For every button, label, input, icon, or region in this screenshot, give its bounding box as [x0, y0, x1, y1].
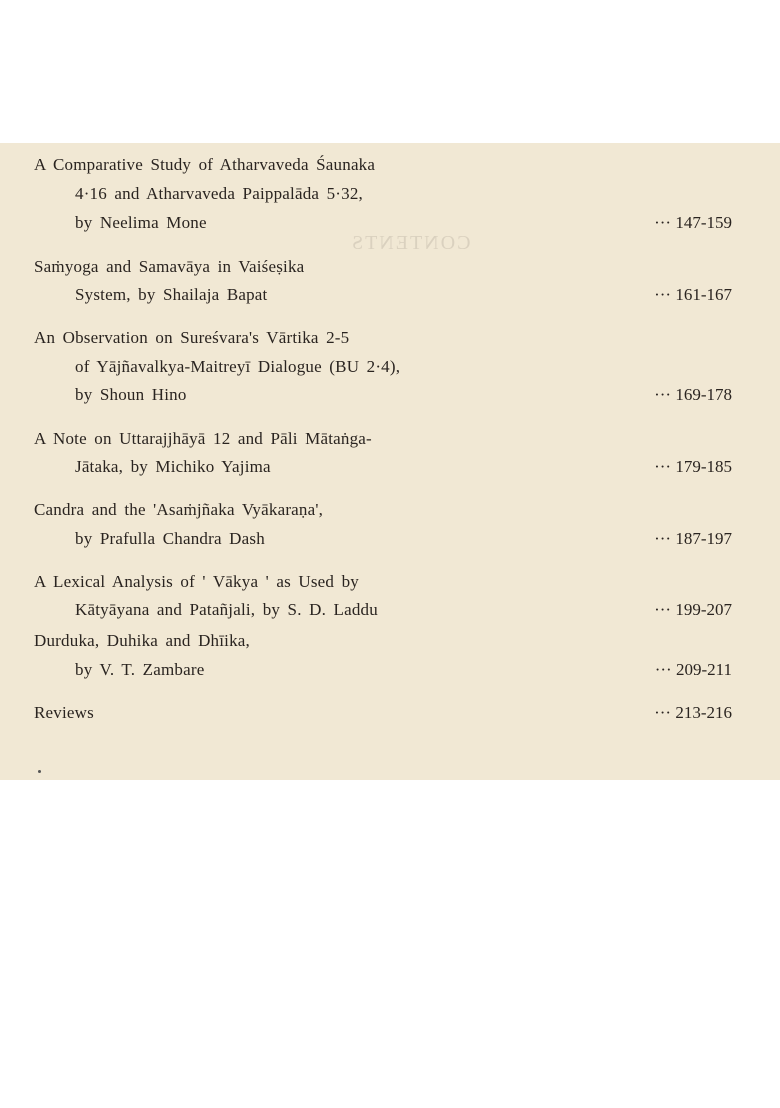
- entry-title-line: An Observation on Sureśvara's Vārtika 2-5: [34, 328, 350, 347]
- entry-author-line: by Shoun Hino: [75, 385, 187, 404]
- entry-author-line: by V. T. Zambare: [75, 660, 205, 679]
- entry-author-line: by Neelima Mone: [75, 213, 207, 232]
- entry-title-line: 4·16 and Atharvaveda Paippalāda 5·32,: [75, 184, 364, 203]
- entry-author-line: Jātaka, by Michiko Yajima: [75, 457, 271, 476]
- page-range: ··· 179-185: [654, 457, 732, 476]
- bleed-through-heading: CONTENTS: [350, 232, 471, 254]
- entry-title-line: A Lexical Analysis of ' Vākya ' as Used by: [34, 572, 359, 591]
- entry-title-line: of Yājñavalkya-Maitreyī Dialogue (BU 2·4),: [75, 357, 401, 376]
- page-range: ··· 147-159: [654, 213, 732, 232]
- entry-author-line: System, by Shailaja Bapat: [75, 285, 268, 304]
- entry-title-line: Durduka, Duhika and Dhīika,: [34, 631, 250, 650]
- page-range: ··· 199-207: [654, 600, 732, 619]
- entry-title-line: Reviews: [34, 703, 94, 722]
- entry-title-line: Saṁyoga and Samavāya in Vaiśeṣika: [34, 257, 305, 276]
- page-range: ··· 209-211: [654, 660, 732, 679]
- page-range: ··· 169-178: [654, 385, 732, 404]
- page-range: ··· 187-197: [654, 529, 732, 548]
- speck-mark: [38, 770, 41, 773]
- page-range: ··· 161-167: [654, 285, 732, 304]
- entry-title-line: A Comparative Study of Atharvaveda Śaunaka: [34, 155, 376, 174]
- entry-title-line: Candra and the 'Asaṁjñaka Vyākaraṇa',: [34, 500, 324, 519]
- entry-title-line: A Note on Uttarajjhāyā 12 and Pāli Mātaṅga-: [34, 429, 372, 448]
- entry-author-line: by Prafulla Chandra Dash: [75, 529, 265, 548]
- page-range: ··· 213-216: [654, 703, 732, 722]
- entry-author-line: Kātyāyana and Patañjali, by S. D. Laddu: [75, 600, 378, 619]
